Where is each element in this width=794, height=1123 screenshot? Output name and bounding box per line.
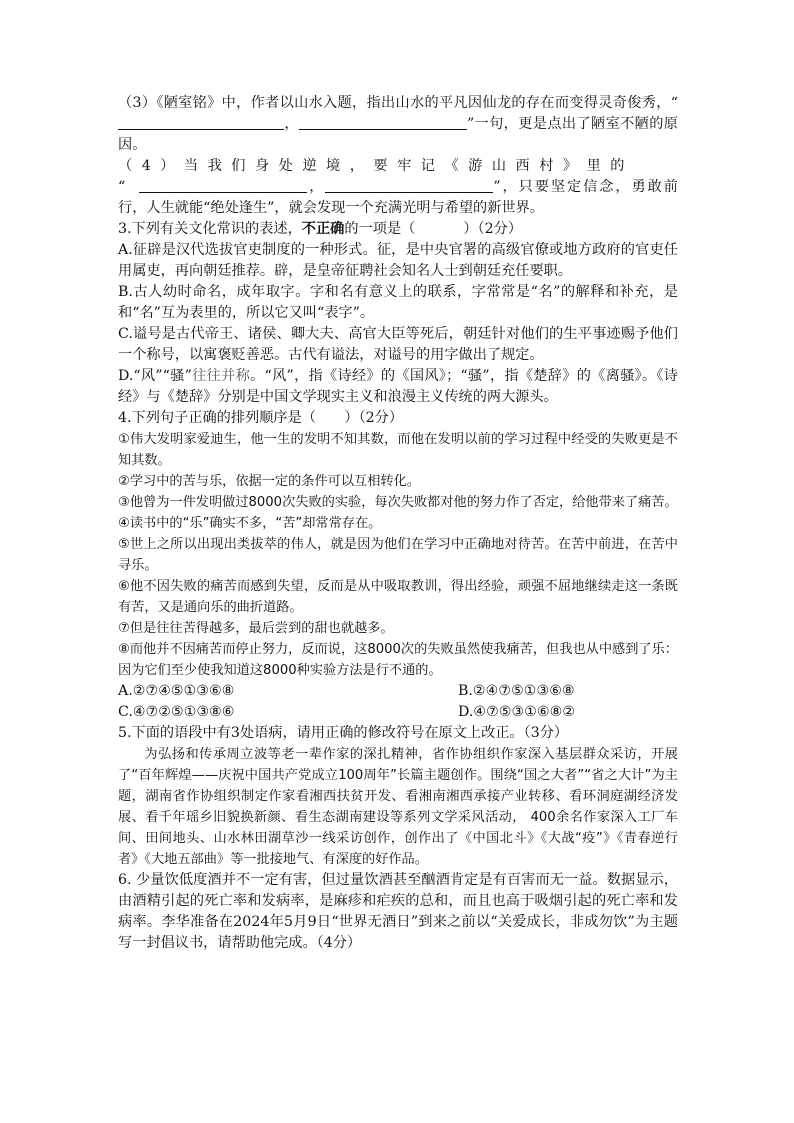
q2-item3-text-b: ”一句，更是点出了陋室不陋的原因。 <box>118 116 678 153</box>
q6-text: 6. 少量饮低度酒并不一定有害，但过量饮酒甚至酗酒肯定是有百害而无一益。数据显示，由酒精引起的死亡率和发病率，是麻疹和疟疾的总和，而且也高于吸烟引起的死亡率和发病率。李华准备在2024年5月9日“世界无酒日”到来之前以“关爱成长，非成勿饮”为主题写一封倡议书，请帮助他完成。（4分） <box>118 872 678 951</box>
q4-sentence-1: ①伟大发明家爱迪生，他一生的发明不知其数，而他在发明以前的学习过程中经受的失败更是不知其数。 <box>118 432 678 468</box>
q2-item3-text-a: （3）《陋室铭》中，作者以山水入题，指出山水的平凡因仙龙的存在而变得灵奇俊秀，“ <box>118 95 678 111</box>
q4-sentence-6: ⑥他不因失败的痛苦而感到失望，反而是从中吸取教训，得出经验，顽强不屈地继续走这一条既有苦，又是通向乐的曲折道路。 <box>118 579 678 615</box>
q4-sentence-4: ④读书中的“乐”确实不多，“苦”却常常存在。 <box>118 516 382 531</box>
q3-option-d-grey: 往往并称 <box>191 368 251 384</box>
answer-blank[interactable] <box>139 178 307 193</box>
answer-blank[interactable] <box>118 115 284 130</box>
q2-item4-open-quote: “ <box>118 179 126 195</box>
q3-stem-text: 3.下列有关文化常识的表述， <box>118 221 302 237</box>
q3-option-d <box>118 366 678 408</box>
q2-item4-sep: ， <box>307 179 326 195</box>
q2-item4-text-c: ”，只要坚定信念，勇敢前行，人生就能“绝处逢生”，就会发现一个充满光明与希望的新世界。 <box>118 179 678 216</box>
q2-item3 <box>118 93 678 156</box>
q2-item3-sep: ， <box>284 116 299 132</box>
q2-item4 <box>118 156 678 219</box>
q4-sentence-8: ⑧而他并不因痛苦而停止努力，反而说，这8000次的失败虽然使我痛苦，但我也从中感到了乐：因为它们至少使我知道这8000种实验方法是行不通的。 <box>118 642 678 678</box>
q4-sentence-7: ⑦但是往往苦得越多，最后尝到的甜也就越多。 <box>118 621 394 636</box>
q4-stem: 4.下列句子正确的排列顺序是（ ）（2分） <box>118 410 404 426</box>
q3-option-d-text-a: D.“风”“骚” <box>118 368 192 384</box>
q4-sentence-5: ⑤世上之所以出现出类拔萃的伟人，就是因为他们在学习中正确地对待苦。在苦中前进，在苦中寻乐。 <box>118 537 678 573</box>
q4-sentence-3: ③他曾为一件发明做过8000次失败的实验，每次失败都对他的努力作了否定，给他带来了痛苦。 <box>118 495 678 510</box>
q3-option-b: B.古人幼时命名，成年取字。字和名有意义上的联系，字常常是“名”的解释和补充，是和“名”互为表里的，所以它又叫“表字”。 <box>118 284 678 321</box>
q3-stem-bold: 不正确 <box>301 221 345 237</box>
q4-option-b[interactable]: B.②④⑦⑤①③⑥⑧ <box>458 683 575 699</box>
answer-blank[interactable] <box>299 115 467 130</box>
q4-option-c[interactable]: C.④⑦②⑤①③⑧⑥ <box>118 704 235 720</box>
q4-option-d[interactable]: D.④⑦⑤③①⑥⑧② <box>458 704 576 720</box>
q3-option-c: C.谥号是古代帝王、诸侯、卿大夫、高官大臣等死后，朝廷针对他们的生平事迹赐予他们一个称号，以寓褒贬善恶。古代有谥法，对谥号的用字做出了规定。 <box>118 326 678 363</box>
q3-option-a: A.征辟是汉代选拔官吏制度的一种形式。征，是中央官署的高级官僚或地方政府的官吏任用属吏，再向朝廷推荐。辟，是皇帝征聘社会知名人士到朝廷充任要职。 <box>118 242 678 279</box>
q4-sentence-2: ②学习中的苦与乐，依据一定的条件可以互相转化。 <box>118 474 420 489</box>
q3-option-d-text-b: 。“风”，指《诗经》的《国风》；“骚”，指《楚辞》的《离骚》。《诗经》与《楚辞》分别是中国文学现实主义和浪漫主义传统的两大源头。 <box>118 368 678 405</box>
q2-item4-text-a: （4）当我们身处逆境，要牢记《游山西村》里的 <box>118 158 634 174</box>
answer-blank[interactable] <box>325 178 493 193</box>
q4-option-a[interactable]: A.②⑦④⑤①③⑥⑧ <box>118 683 235 699</box>
q5-passage: 为弘扬和传承周立波等老一辈作家的深扎精神，省作协组织作家深入基层群众采访，开展了“百年辉煌——庆祝中国共产党成立100周年”长篇主题创作。围绕“国之大者”“省之大计”为主题，湖南省作协组织制定作家看湘西扶贫开发、看湘南湘西承接产业转移、看环洞庭湖经济发展、看千年瑶乡旧貌换新颜、看生态湖南建设等系列文学采风活动， 400余名作家深入工厂车间、田间地头、山水林田湖草沙一线采访创作，创作出了《中国北斗》《大战“疫”》《青春逆行者》《大地五部曲》等一批接地气、有深度的好作品。 <box>118 747 678 867</box>
q3-stem-text-b: 的一项是（ <box>344 221 416 237</box>
q5-stem: 5.下面的语段中有3处语病，请用正确的修改符号在原文上改正。（3分） <box>118 725 569 741</box>
q3-stem-text-c: ）（2分） <box>463 221 523 237</box>
q4-options <box>118 681 678 723</box>
exam-page <box>118 93 678 954</box>
q3-stem <box>118 219 678 240</box>
